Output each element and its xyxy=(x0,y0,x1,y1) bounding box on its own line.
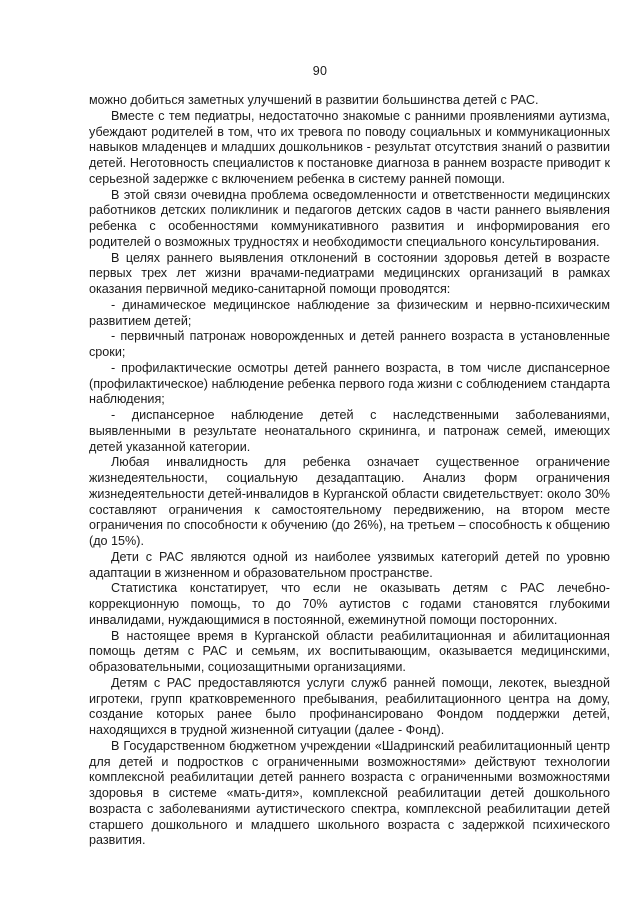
list-item-2: - первичный патронаж новорожденных и детей раннего возраста в установленные сроки; xyxy=(89,329,610,359)
list-item-4: - диспансерное наблюдение детей с наследственными заболеваниями, выявленными в результате неонатального скрининга, и патронаж семей, имеющих детей указанной категории. xyxy=(89,408,610,454)
list-item-1: - динамическое медицинское наблюдение за физическим и нервно-психическим развитием детей; xyxy=(89,297,610,328)
paragraph-3: В этой связи очевидна проблема осведомленности и ответственности медицинских работников детских поликлиник и педагогов детских садов в части раннего выявления ребенка с особенностями коммуникативного развития и информирования его родителей о возможных трудностях и необходимости специального консультирования. xyxy=(89,187,610,249)
paragraph-6: Дети с РАС являются одной из наиболее уязвимых категорий детей по уровню адаптации в жизненном и образовательном пространстве. xyxy=(89,549,610,580)
paragraph-9: Детям с РАС предоставляются услуги служб ранней помощи, лекотек, выездной игротеки, групп кратковременного пребывания, реабилитационного центра на дому, создание которых ранее было профинансировано Фондом поддержки детей, находящихся в трудной жизненной ситуации (далее - Фонд). xyxy=(89,675,610,737)
paragraph-5: Любая инвалидность для ребенка означает существенное ограничение жизнедеятельности, социальную дезадаптацию. Анализ форм ограничения жизнедеятельности детей-инвалидов в Курганской области свидетельствует: около 30% составляют ограничения к самостоятельному передвижению, на втором месте ограничения по способности к обучению (до 26%), на третьем – способность к общению (до 15%). xyxy=(89,455,610,548)
list-item-3: - профилактические осмотры детей раннего возраста, в том числе диспансерное (профилактическое) наблюдение ребенка первого года жизни с соблюдением стандарта наблюдения; xyxy=(89,360,610,407)
paragraph-7: Статистика констатирует, что если не оказывать детям с РАС лечебно-коррекционную помощь, то до 70% аутистов с годами становятся глубокими инвалидами, нуждающимися в постоянной, ежеминутной помощи посторонних. xyxy=(89,581,610,627)
paragraph-8: В настоящее время в Курганской области реабилитационная и абилитационная помощь детям с РАС и семьям, их воспитывающим, оказывается медицинскими, образовательными, социозащитными организациями. xyxy=(89,628,610,674)
paragraph-4: В целях раннего выявления отклонений в состоянии здоровья детей в возрасте первых трех лет жизни врачами-педиатрами медицинских организаций в рамках оказания первичной медико-санитарной помощи проводятся: xyxy=(89,250,610,296)
paragraph-2: Вместе с тем педиатры, недостаточно знакомые с ранними проявлениями аутизма, убеждают родителей в том, что их тревога по поводу социальных и коммуникационных навыков младенцев и младших дошкольников - результат отсутствия знаний о развитии детей. Неготовность специалистов к постановке диагноза в раннем возрасте приводит к серьезной задержке с включением ребенка в систему ранней помощи. xyxy=(89,108,610,186)
body-text xyxy=(89,93,610,849)
paragraph-1: можно добиться заметных улучшений в развитии большинства детей с РАС. xyxy=(89,93,539,107)
paragraph-10: В Государственном бюджетном учреждении «Шадринский реабилитационный центр для детей и подростков с ограниченными возможностями» действуют технологии комплексной реабилитации детей раннего возраста с ограниченными возможностями здоровья в системе «мать-дитя», комплексной реабилитации детей дошкольного возраста с заболеваниями аутистического спектра, комплексной реабилитации детей старшего дошкольного и младшего школьного возраста с задержкой психического развития. xyxy=(89,738,610,848)
page-number: 90 xyxy=(312,64,328,78)
